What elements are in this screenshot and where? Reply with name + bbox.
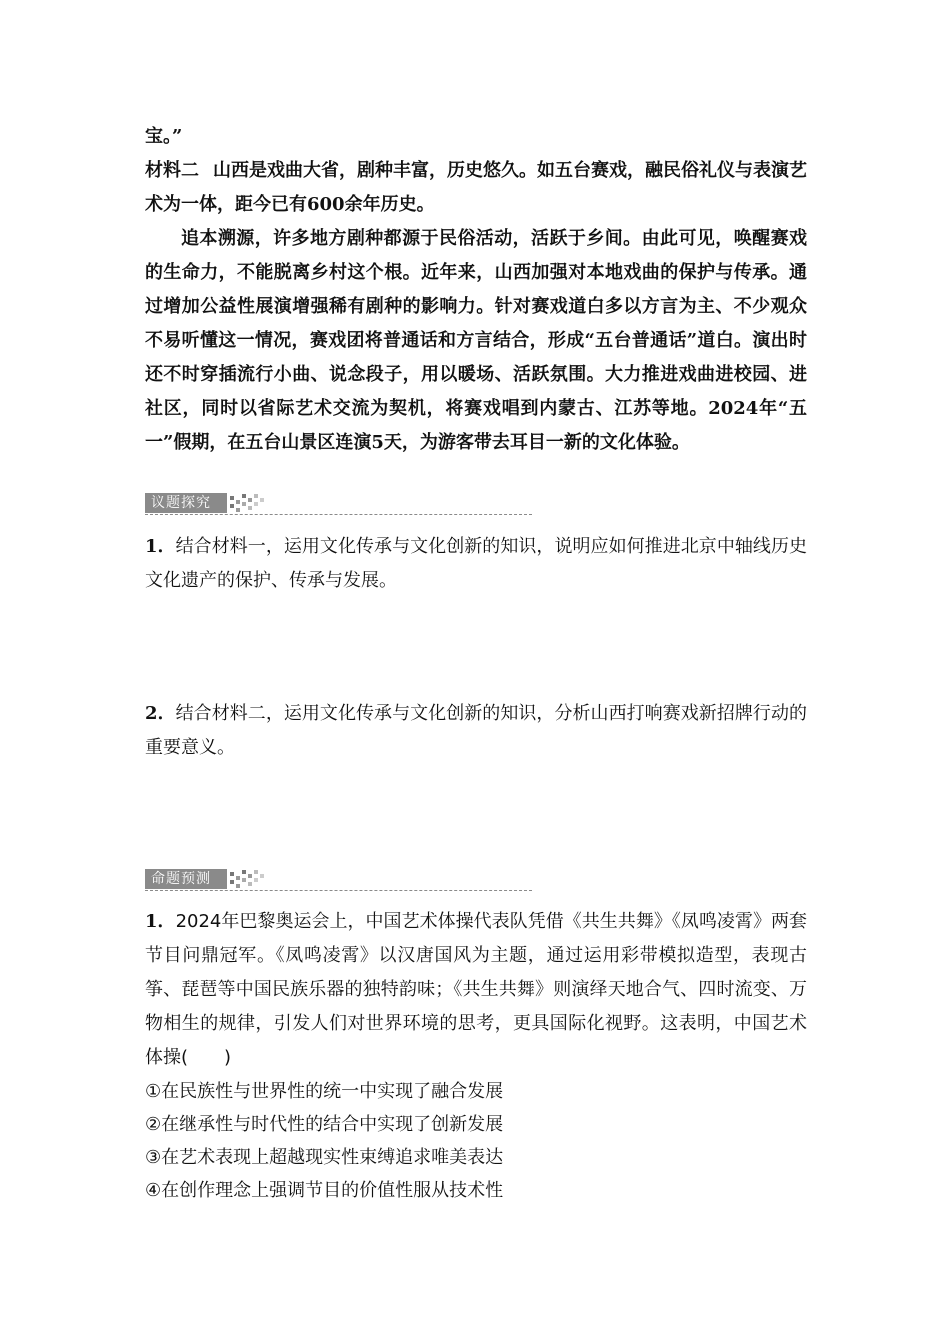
material-two-label: 材料二	[145, 160, 199, 181]
section-title-predict: 命题预测	[145, 869, 227, 889]
material-two	[145, 154, 807, 460]
material-one-tail-text: 宝。”	[145, 126, 183, 147]
question-body: 2024年巴黎奥运会上，中国艺术体操代表队凭借《共生共舞》《凤鸣凌霄》两套节目问鼎冠军。《凤鸣凌霄》以汉唐国风为主题，通过运用彩带模拟造型，表现古筝、琵琶等中国民族乐器的独特韵味；《共生共舞》则演绎天地合气、四时流变、万物相生的规律，引发人们对世界环境的思考，更具国际化视野。这表明，中国艺术体操( )	[145, 911, 807, 1068]
explore-question-2-text	[145, 697, 807, 765]
section-divider	[145, 890, 532, 891]
section-divider	[145, 514, 532, 515]
predict-question-1-text	[145, 905, 807, 1075]
material-two-paragraph-1	[145, 154, 807, 222]
dot-grid-icon	[230, 870, 264, 888]
section-title-explore: 议题探究	[145, 493, 227, 513]
question-number: 1．	[145, 536, 176, 557]
explore-question-1-text	[145, 530, 807, 598]
explore-question-2	[145, 697, 807, 765]
predict-question-1	[145, 905, 807, 1207]
material-one-tail	[145, 120, 807, 154]
question-body: 结合材料一，运用文化传承与文化创新的知识，说明应如何推进北京中轴线历史文化遗产的保护、传承与发展。	[145, 536, 807, 591]
material-two-paragraph-2: 追本溯源，许多地方剧种都源于民俗活动，活跃于乡间。由此可见，唤醒赛戏的生命力，不能脱离乡村这个根。近年来，山西加强对本地戏曲的保护与传承。通过增加公益性展演增强稀有剧种的影响力。针对赛戏道白多以方言为主、不少观众不易听懂这一情况，赛戏团将普通话和方言结合，形成“五台普通话”道白。演出时还不时穿插流行小曲、说念段子，用以暖场、活跃氛围。大力推进戏曲进校园、进社区，同时以省际艺术交流为契机，将赛戏唱到内蒙古、江苏等地。2024年“五一”假期，在五台山景区连演5天，为游客带去耳目一新的文化体验。	[145, 228, 807, 453]
option-1: ①在民族性与世界性的统一中实现了融合发展	[145, 1081, 504, 1102]
option-3: ③在艺术表现上超越现实性束缚追求唯美表达	[145, 1147, 504, 1168]
option-4: ④在创作理念上强调节目的价值性服从技术性	[145, 1180, 504, 1201]
section-header-explore	[145, 493, 532, 515]
explore-question-1	[145, 530, 807, 598]
option-2: ②在继承性与时代性的结合中实现了创新发展	[145, 1114, 504, 1135]
question-body: 结合材料二，运用文化传承与文化创新的知识，分析山西打响赛戏新招牌行动的重要意义。	[145, 703, 807, 758]
dot-grid-icon	[230, 494, 264, 512]
section-header-predict	[145, 869, 532, 891]
question-number: 2．	[145, 703, 176, 724]
question-number: 1．	[145, 911, 176, 932]
material-two-p1-text: 山西是戏曲大省，剧种丰富，历史悠久。如五台赛戏，融民俗礼仪与表演艺术为一体，距今已有600余年历史。	[145, 160, 807, 215]
